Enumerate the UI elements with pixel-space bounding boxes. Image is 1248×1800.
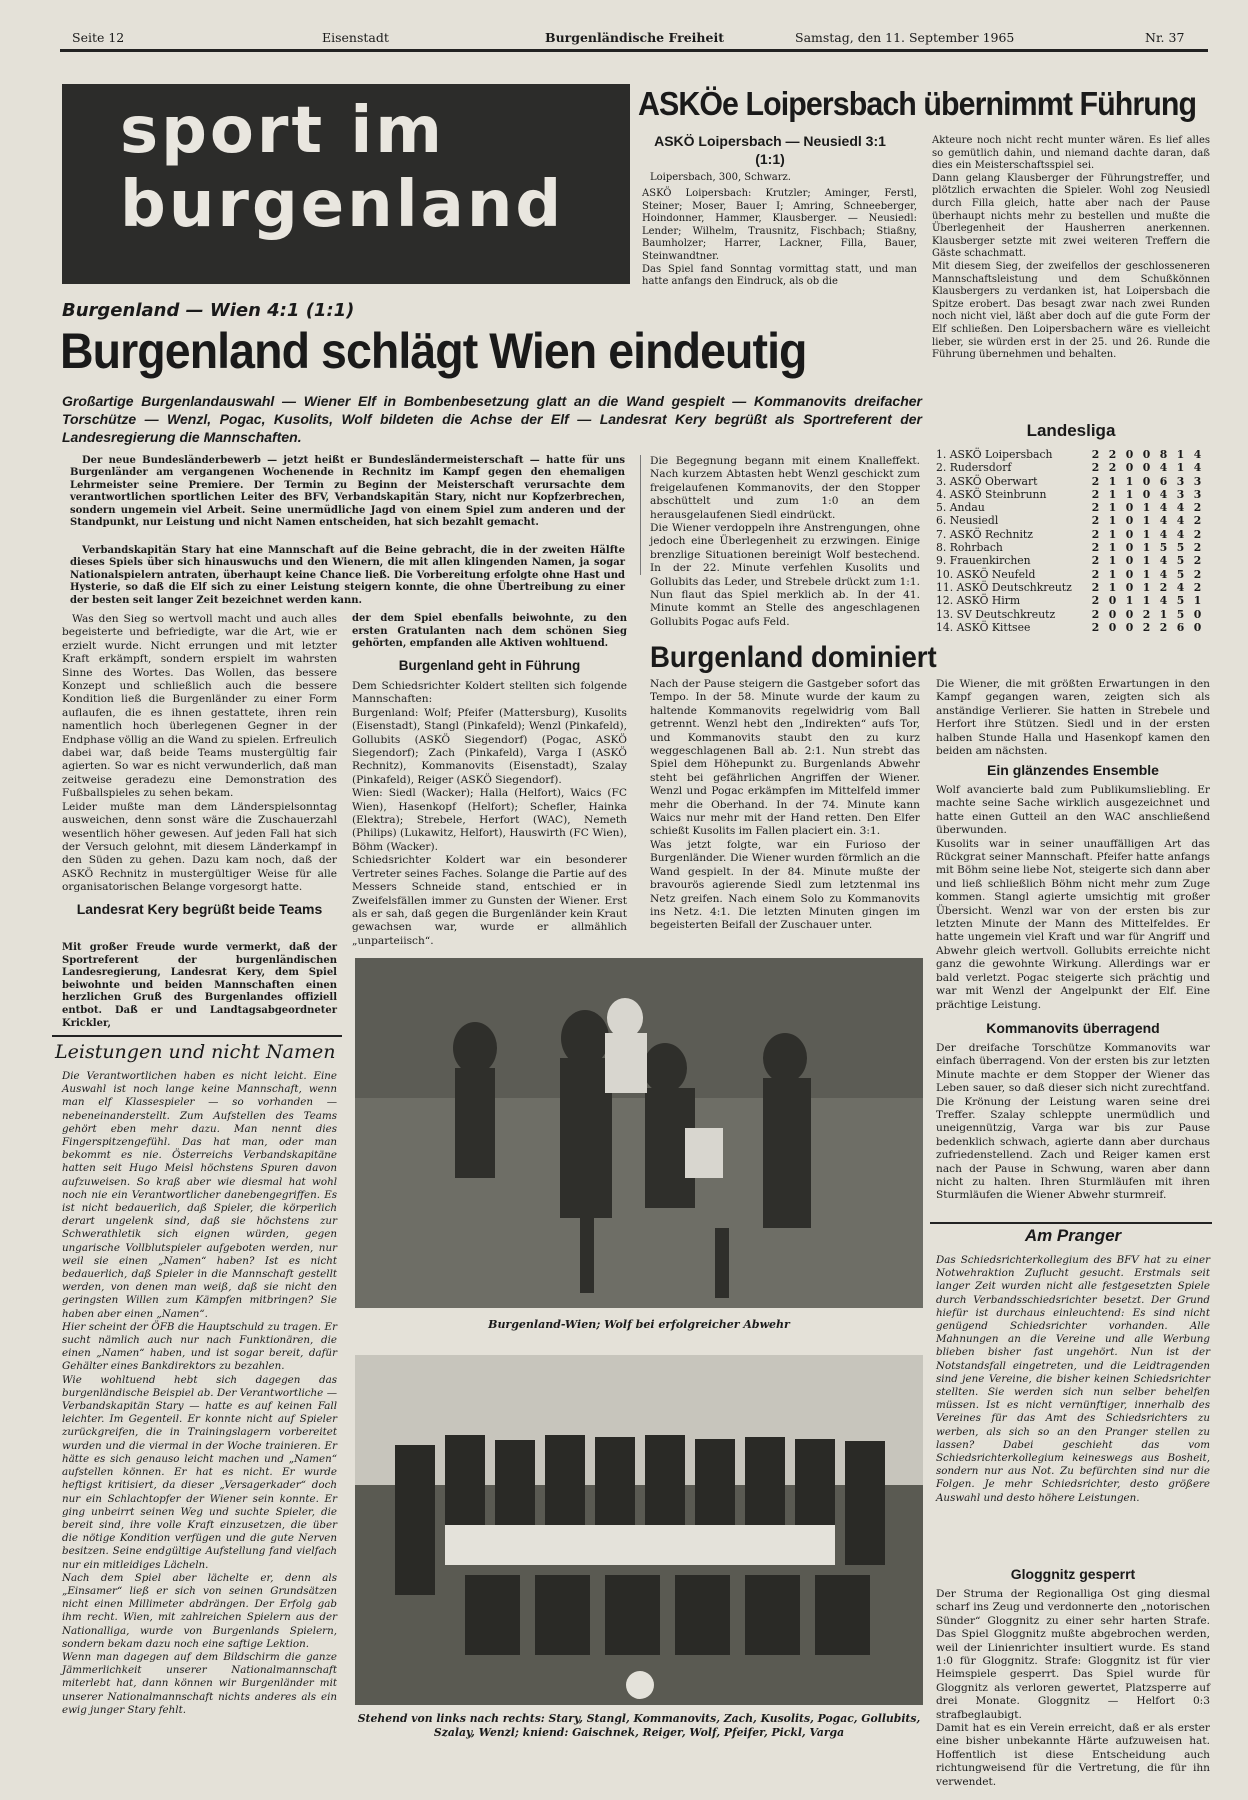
table-cell: 4 (1159, 487, 1168, 501)
match-report-col1: Was den Sieg so wertvoll macht und auch alles begeisterte und befriedigte, war die Art, wie er erzielt wurde. Nicht errungen und mit letzter Kraft erkämpft, sondern erspielt im wahrsten Sinne des Wortes. Das Wollen, das bessere Konzept und schließlich auch die bessere Kondition ließ die Burgenländer zu einer Form auflaufen, die es ihnen gestattete, ihren rein namentlich hoch überlegenen Gegner in der Endphase völlig an die Wand zu spielen. Erfreulich dabei war, daß beide Teams mustergültig fair agierten. So war es nicht verwunderlich, daß man zeitweise geradezu eine Demonstration des Fußballspieles zu sehen bekam. Leider mußte man dem Länderspielsonntag ausweichen, denn sonst wäre die Zuschauerzahl wesentlich höher gewesen. Auf jeden Fall hat sich der Versuch gelohnt, mit diesem Länderkampf in den Süden zu gehen. Dazu kam noch, daß der ASKÖ Rechnitz in mustergültiger Weise für alle organisatorischen Belange vorgesorgt hatte. (62, 613, 337, 894)
table-cell: 1 (1142, 567, 1151, 581)
table-row (936, 475, 1206, 488)
table-cell: 2 (1142, 607, 1151, 621)
table-cell: 2 (1091, 461, 1100, 475)
table-cell: 4 (1159, 514, 1168, 528)
team-photo (355, 1355, 923, 1705)
table-row (936, 568, 1206, 581)
table-cell: 3 (1176, 487, 1185, 501)
table-row (936, 554, 1206, 567)
masthead (60, 30, 1200, 48)
dominiert-text: Nach der Pause steigern die Gastgeber sofort das Tempo. In der 58. Minute wurde der kaum zu haltende Kommanovits regelwidrig vom Ball getrennt. Wenzl hebt den „Indirekten“ aufs Tor, und Kommanovits staubt den zu kurz weggeschlagenen Ball ab. 2:1. Nun strebt das Spiel dem Höhepunkt zu. Burgenlands Abwehr steht bei gefährlichen Angriffen der Wiener. Wenzl und Pogac erkämpfen im Mittelfeld immer mehr die Oberhand. In der 74. Minute kann Waics nur mehr mit der Hand retten. Den Elfer schießt Kusolits im Fallen placiert ein. 3:1. Was jetzt folgte, war ein Furioso der Burgenländer. Die Wiener wurden förmlich an die Wand gespielt. In der 84. Minute mußte der bravourös agierende Siedl zum letztenmal ins Netz greifen. Nach einem Solo zu Kommanovits ins Netz. 4:1. Die letzten Minuten gingen im begeisterten Beifall der Zuschauer unter. (650, 678, 920, 932)
table-cell: 2 (1193, 541, 1202, 555)
table-cell: 0 (1125, 527, 1134, 541)
table-cell: 2 (1091, 594, 1100, 608)
kommanovits-heading: Kommanovits überragend (986, 1020, 1160, 1036)
team-photo-scene (355, 1355, 923, 1705)
team-name: 3. ASKÖ Oberwart (936, 474, 1038, 488)
table-cell: 4 (1159, 554, 1168, 568)
main-deck: Großartige Burgenlandauswahl — Wiener Elf in Bombenbesetzung glatt an die Wand gespielt — Kommanovits dreifacher Torschütze — Wenzl, Pogac, Kusolits, Wolf bildeten die Achse der Elf — Landesrat Kery begrüßt als Sportreferent der Landesregierung die Mannschaften. (62, 393, 922, 445)
table-cell: 3 (1193, 487, 1202, 501)
intro-divider (640, 455, 641, 575)
gloggnitz-text: Der Struma der Regionalliga Ost ging diesmal scharf ins Zeug und verdonnerte den „notorischen Sünder“ Gloggnitz zu einer sehr harten Strafe. Das Spiel Gloggnitz mußte abgebrochen werden, weil der Linienrichter insultiert wurde. Es stand 1:0 für Gloggnitz. Strafe: Gloggnitz ist für vier Heimspiele gesperrt. Das Spiel wurde für Gloggnitz als verloren gewertet, Platzsperre auf drei Monate. Gloggnitz — Helfort 0:3 strafbeglaubigt. Damit hat es ein Verein erreicht, daß er als erster eine bisher unbekannte Härte aufzuweisen hat. Hoffentlich ist diese Entscheidung auch richtungweisend für die Vertretung, die für ihn verwendet. (936, 1588, 1210, 1788)
table-cell: 0 (1193, 620, 1202, 634)
leistungen-heading: Leistungen und nicht Namen (55, 1041, 336, 1063)
table-cell: 1 (1125, 487, 1134, 501)
ensemble-heading: Ein glänzendes Ensemble (987, 762, 1159, 778)
intro-paragraph-1: Der neue Bundesländerbewerb — jetzt heißt er Bundesländermeisterschaft — hatte für uns Burgenländer am vergangenen Wochenende in Rechnitz im Kampf gegen den ehemaligen Lehrmeister seine Premiere. Der Termin zu Beginn der Meisterschaft verursachte dem verantwortlichen sportlichen Leiter des BFV, Verbandskapitän Stary, nicht nur Kopfzerbrechen, sondern ungemein viel Arbeit. Seine unermüdliche Jagd von einem Spiel zum anderen und der Standpunkt, nur Leistung und nicht Namen entscheiden, hat sich bezahlt gemacht. (70, 455, 625, 529)
table-cell: 2 (1193, 554, 1202, 568)
table-cell: 5 (1176, 567, 1185, 581)
table-cell: 2 (1091, 527, 1100, 541)
team-name: 2. Rudersdorf (936, 461, 1012, 475)
gloggnitz-heading: Gloggnitz gesperrt (1010, 1566, 1136, 1582)
logo-line-1: sport im (120, 94, 445, 168)
team-photo-caption: Stehend von links nach rechts: Stary, Stangl, Kommanovits, Zach, Kusolits, Pogac, Gollubits, Szalay, Wenzl; kniend: Gaischnek, Reiger, Wolf, Pfeifer, Pickl, Varga (357, 1712, 921, 1739)
team-name: 4. ASKÖ Steinbrunn (936, 487, 1047, 501)
table-cell: 2 (1091, 567, 1100, 581)
leistungen-rule (52, 1035, 342, 1037)
table-cell: 0 (1108, 620, 1117, 634)
table-cell: 2 (1193, 527, 1202, 541)
table-cell: 1 (1142, 594, 1151, 608)
kery-heading: Landesrat Kery begrüßt beide Teams (76, 901, 323, 917)
table-cell: 0 (1142, 448, 1151, 461)
table-row (936, 528, 1206, 541)
table-cell: 1 (1125, 594, 1134, 608)
main-kicker: Burgenland — Wien 4:1 (1:1) (62, 300, 355, 321)
table-cell: 1 (1108, 541, 1117, 555)
loipersbach-dateline: Loipersbach, 300, Schwarz. (650, 172, 791, 183)
page-number: Seite 12 (72, 30, 125, 45)
table-cell: 1 (1108, 580, 1117, 594)
table-cell: 2 (1193, 580, 1202, 594)
table-cell: 2 (1193, 501, 1202, 515)
table-cell: 1 (1108, 501, 1117, 515)
ensemble-text: Wolf avancierte bald zum Publikumsliebling. Er machte seine Sache wirklich ausgezeichnet und hatte einen Gutteil an den WAC anschließend überwunden. Kusolits war in seiner unauffälligen Art das Rückgrat seiner Mannschaft. Pfeifer hatte anfangs mit Böhm seine liebe Not, steigerte sich dann aber und ließ schließlich Böhm nicht mehr zum Zuge kommen. Stangl agierte umsichtig mit großer Übersicht. Wenzl war von der ersten bis zur letzten Minute der Mann des Mittelfeldes. Er hatte ungemein viel Kraft und war für Angriff und Abwehr gleich wertvoll. Gollubits erreichte nicht ganz die gewohnte Wirkung. Allerdings war er bald verletzt. Pogac steigerte sich prächtig und war mit Wenzl der Angelpunkt der Elf. Eine prächtige Leistung. (936, 784, 1210, 1011)
match-photo-scene (355, 958, 923, 1308)
pranger-heading: Am Pranger (1024, 1226, 1122, 1245)
table-cell: 1 (1108, 527, 1117, 541)
table-cell: 2 (1091, 541, 1100, 555)
table-cell: 4 (1159, 527, 1168, 541)
table-cell: 2 (1091, 501, 1100, 515)
table-cell: 1 (1108, 514, 1117, 528)
table-cell: 1 (1142, 580, 1151, 594)
table-row (936, 501, 1206, 514)
table-cell: 0 (1108, 607, 1117, 621)
table-cell: 2 (1091, 554, 1100, 568)
table-cell: 0 (1142, 474, 1151, 488)
masthead-rule (60, 49, 1208, 52)
kery-text: Mit großer Freude wurde vermerkt, daß der Sportreferent der burgenländischen Landesregierung, Landesrat Kery, dem Spiel beiwohnte und beiden Mannschaften einen herzlichen Gruß des Burgenlandes offiziell entbot. Daß er und Landtagsabgeordneter Krickler, (62, 942, 337, 1029)
table-cell: 5 (1176, 607, 1185, 621)
table-cell: 1 (1142, 527, 1151, 541)
table-cell: 0 (1125, 541, 1134, 555)
table-cell: 0 (1125, 501, 1134, 515)
table-cell: 1 (1108, 554, 1117, 568)
table-cell: 2 (1108, 461, 1117, 475)
table-cell: 0 (1125, 554, 1134, 568)
table-row (936, 488, 1206, 501)
team-name: 10. ASKÖ Neufeld (936, 567, 1036, 581)
table-cell: 2 (1159, 620, 1168, 634)
logo-line-2: burgenland (120, 168, 565, 242)
table-cell: 4 (1159, 501, 1168, 515)
table-cell: 4 (1159, 461, 1168, 475)
table-cell: 0 (1125, 620, 1134, 634)
issue-number: Nr. 37 (1145, 30, 1185, 45)
table-cell: 5 (1176, 541, 1185, 555)
table-cell: 1 (1108, 474, 1117, 488)
newspaper-name: Burgenländische Freiheit (545, 30, 724, 45)
table-cell: 2 (1091, 620, 1100, 634)
team-name: 14. ASKÖ Kittsee (936, 620, 1031, 634)
table-cell: 1 (1108, 487, 1117, 501)
table-cell: 4 (1193, 448, 1202, 461)
table-cell: 0 (1125, 580, 1134, 594)
table-cell: 2 (1193, 567, 1202, 581)
team-name: 7. ASKÖ Rechnitz (936, 527, 1033, 541)
table-cell: 4 (1159, 594, 1168, 608)
table-cell: 0 (1108, 594, 1117, 608)
table-cell: 4 (1176, 580, 1185, 594)
table-cell: 0 (1142, 487, 1151, 501)
table-row (936, 608, 1206, 621)
leistungen-text: Die Verantwortlichen haben es nicht leicht. Eine Auswahl ist noch lange keine Mannschaft, wenn man elf Klassespieler — so vorhanden — nebeneinanderstellt. Zum Aufstellen des Teams gehört eben mehr dazu. Man nennt dies Fingerspitzengefühl. Das hat man, oder man bekommt es nie. Österreichs Verbandskapitäne hatten seit Hugo Meisl höchstens Spuren davon aufzuweisen. So kraß aber wie diesmal hat wohl noch nie ein Verantwortlicher danebengegriffen. Es ist nicht bedauerlich, daß Spieler, die körperlich derart ungelenk sind, daß sie höchstens zur Schwerathletik sich eignen würden, gegen ungarische Vollblutspieler aufgeboten werden, nur weil sie einen „Namen“ haben? Ist es nicht bedauerlich, daß Spieler in die Mannschaft gestellt werden, von denen man weiß, daß sie nicht den geringsten Willen zum Kämpfen mitbringen? Sie haben aber einen „Namen“. Hier scheint der ÖFB die Hauptschuld zu tragen. Er sucht nämlich auch nur nach Funktionären, die einen „Namen“ haben, und ist sogar bereit, dafür Gehälter eines Bankdirektors zu bezahlen. Wie wohltuend hebt sich dagegen das burgenländische Beispiel ab. Der Verantwortliche — Verbandskapitän Stary — hatte es auf keinen Fall leichter. Im Gegenteil. Er konnte nicht auf Spieler zurückgreifen, die in Trainingslagern vorbereitet wurden und die viermal in der Woche trainieren. Er hätte es sich genauso leicht machen und „Namen“ aufstellen können. Er hat es nicht. Er wurde heftigst kritisiert, da dieser „Versagerkader“ doch nur ein Schlachtopfer der Wiener sein konnte. Er ging unbeirrt seinen Weg und suchte Spieler, die bereit sind, ihre volle Kraft einzusetzen, die über die nötige Kondition verfügen und die gute Nerven besitzen. Seine endgültige Aufstellung fand vielfach nur ein mitleidiges Lächeln. Nach dem Spiel aber lächelte er, denn als „Einsamer“ ließ er sich von seinen Grundsätzen nicht einen Millimeter abdrängen. Der Erfolg gab ihm recht. Wien, mit zahlreichen Spielern aus der Nationalliga, wurde von Burgenlands Spielern, sondern bekam dazu noch eine saftige Lektion. Wenn man dagegen auf dem Bildschirm die ganze Jämmerlichkeit unserer Nationalmannschaft miterlebt hat, dann können wir Burgenländer mit unserer Nationalmannschaft nichts anderes als ein ewig junger Stary fehlt. (62, 1070, 337, 1716)
table-cell: 1 (1193, 594, 1202, 608)
table-row (936, 621, 1206, 634)
city: Eisenstadt (322, 30, 389, 45)
lineups-text: Dem Schiedsrichter Koldert stellten sich folgende Mannschaften: Burgenland: Wolf; Pfeifer (Mattersburg), Kusolits (Eisenstadt), Stangl (Pinkafeld); Wenzl (Pinkafeld), Gollubits (ASKÖ Siegendorf) (Pogac, ASKÖ Siegendorf); Zach (Pinkafeld), Varga I (ASKÖ Rechnitz), Kommanovits (Eisenstadt), Szalay (Pinkafeld), Reiger (ASKÖ Siegendorf). Wien: Siedl (Wacker); Halla (Helfort), Waics (FC Wien), Hasenkopf (Helfort); Schefler, Hainka (Elektra); Strebele, Herfort (WAC), Nemeth (Philips) (Lukawitz, Helfort), Hauswirth (FC Wien), Böhm (Wacker). Schiedsrichter Koldert war ein besonderer Vertreter seines Faches. Solange die Partie auf des Messers Schneide stand, entschied er in Zweifelsfällen immer zu Gunsten der Wiener. Erst als er sah, daß gegen die Burgenländer kein Kraut gewachsen war, wurde er allmählich „unparteiisch“. (352, 680, 627, 947)
main-headline: Burgenland schlägt Wien eindeutig (60, 323, 807, 379)
table-cell: 4 (1176, 514, 1185, 528)
table-row (936, 461, 1206, 474)
team-name: 9. Frauenkirchen (936, 554, 1031, 568)
table-cell: 4 (1176, 501, 1185, 515)
table-cell: 2 (1091, 487, 1100, 501)
section-logo (62, 84, 630, 284)
table-cell: 0 (1142, 461, 1151, 475)
table-cell: 2 (1091, 474, 1100, 488)
table-row (936, 581, 1206, 594)
table-cell: 0 (1125, 567, 1134, 581)
table-cell: 2 (1091, 607, 1100, 621)
table-cell: 5 (1176, 554, 1185, 568)
pranger-rule (930, 1222, 1212, 1224)
table-cell: 6 (1176, 620, 1185, 634)
issue-date: Samstag, den 11. September 1965 (795, 30, 1015, 45)
table-cell: 0 (1125, 448, 1134, 461)
kery-continuation: der dem Spiel ebenfalls beiwohnte, zu den ersten Gratulanten nach dem schönen Sieg gehörten, empfanden alle Aktiven wohltuend. (352, 613, 627, 650)
table-cell: 4 (1176, 527, 1185, 541)
match-report-col3: Die Begegnung begann mit einem Knalleffekt. Nach kurzem Abtasten hebt Wenzl geschickt zum freigelaufenen Kommanovits, der den Stopper abschüttelt und zum 1:0 an dem herausgelaufenen Siedl eindrückt. Die Wiener verdoppeln ihre Anstrengungen, ohne jedoch eine Überlegenheit zu erzwingen. Einige brenzlige Situationen bereinigt Wolf bestechend. In der 22. Minute verfehlen Kusolits und Gollubits das Leder, und Strebele drückt zum 1:1. Nun flaut das Spiel merklich ab. In der 41. Minute kommt an Stelle des angeschlagenen Gollubits Pogac aufs Feld. (650, 455, 920, 628)
table-cell: 2 (1193, 514, 1202, 528)
table-cell: 1 (1142, 554, 1151, 568)
table-row (936, 448, 1206, 461)
team-name: 1. ASKÖ Loipersbach (936, 448, 1053, 461)
table-cell: 0 (1125, 514, 1134, 528)
team-name: 6. Neusiedl (936, 514, 999, 528)
table-cell: 2 (1091, 580, 1100, 594)
landesliga-table (936, 448, 1206, 634)
dominiert-heading: Burgenland dominiert (650, 641, 937, 674)
team-name: 8. Rohrbach (936, 541, 1003, 555)
loipersbach-subhead: ASKÖ Loipersbach — Neusiedl 3:1 (1:1) (654, 133, 886, 167)
table-cell: 1 (1142, 501, 1151, 515)
match-photo (355, 958, 923, 1308)
table-cell: 3 (1176, 474, 1185, 488)
team-name: 11. ASKÖ Deutschkreutz (936, 580, 1072, 594)
table-cell: 0 (1193, 607, 1202, 621)
match-photo-caption: Burgenland-Wien; Wolf bei erfolgreicher Abwehr (488, 1318, 790, 1331)
table-cell: 0 (1125, 461, 1134, 475)
table-cell: 1 (1108, 567, 1117, 581)
table-cell: 2 (1108, 448, 1117, 461)
kommanovits-text: Der dreifache Torschütze Kommanovits war einfach überragend. Von der ersten bis zur letzten Minute machte er dem Stopper der Wiener das Leben sauer, so daß dieser sich nicht zurechtfand. Die Krönung der Leistung waren seine drei Treffer. Szalay schleppte unermüdlich und uneigennützig, Varga war bis zur Pause bedenklich schwach, agierte dann aber durchaus zufriedenstellend. Zach und Reiger kamen erst nach der Pause in Schwung, waren aber dann nicht zu halten. Ihren Sturmläufen mit ihren Sturmläufen die Wiener Abwehr sturmreif. (936, 1042, 1210, 1202)
table-row (936, 541, 1206, 554)
loipersbach-text-2: Akteure noch nicht recht munter wären. Es lief alles so gemütlich dahin, und niemand dachte daran, daß dies ein Meisterschaftsspiel sei. Dann gelang Klausberger der Führungstreffer, und plötzlich erwachten die Spieler. Wohl zog Neusiedl durch Filla gleich, hatte aber nach der Pause überhaupt nichts mehr zu bestellen und mußte die Überlegenheit der Hausherren anerkennen. Klausberger setzte mit zwei weiteren Treffern die Gäste schachmatt. Mit diesem Sieg, der zweifellos der geschlosseneren Mannschaftsleistung und dem Schußkönnen Klausbergers zu verdanken ist, hat Loipersbach die Spitze erobert. Das besagt zwar nach zwei Runden noch nicht viel, läßt aber doch auf die gute Form der Elf schließen. Den Loipersbachern wäre es vielleicht lieber, sie würden erst in der 25. und 26. Runde die Führung übernehmen und behalten. (932, 135, 1210, 361)
table-cell: 8 (1159, 448, 1168, 461)
team-name: 5. Andau (936, 501, 985, 515)
table-cell: 1 (1176, 461, 1185, 475)
table-cell: 2 (1159, 580, 1168, 594)
dominiert-text-2: Die Wiener, die mit größten Erwartungen in den Kampf gegangen waren, zeigten sich als anständige Verlierer. Sie hatten in Strebele und Herfort ihre Stützen. Siedl und in der ersten halben Stunde Halla und Hasenkopf kamen den beiden am nächsten. (936, 678, 1210, 758)
table-cell: 1 (1159, 607, 1168, 621)
table-cell: 1 (1176, 448, 1185, 461)
table-cell: 5 (1176, 594, 1185, 608)
fuehrung-subhead: Burgenland geht in Führung (398, 658, 581, 673)
table-row (936, 594, 1206, 607)
team-name: 12. ASKÖ Hirm (936, 594, 1021, 608)
table-cell: 5 (1159, 541, 1168, 555)
pranger-text: Das Schiedsrichterkollegium des BFV hat zu einer Notwehraktion Zuflucht gesucht. Erstmals seit langer Zeit wurden nicht alle festgesetzten Spiele durch Verbandsschiedsrichter besetzt. Der Grund hiefür ist durchaus einleuchtend: Es sind nicht genügend Schiedsrichter vorhanden. Alle Mahnungen an die Vereine und alle Werbung blieben bisher fast ungehört. Nun ist der Notstandsfall eingetreten, und die Leidtragenden sind jene Vereine, die bisher keinen Schiedsrichter stellten. Sie werden sich nun selber behelfen müssen. Ist es nicht vernünftiger, innerhalb des Vereines für das Amt des Schiedsrichters zu werben, als sich so an den Pranger stellen zu lassen? Dabei geschieht das vom Schiedsrichterkollegium keineswegs aus Bosheit, sondern nur aus Not. Zu befürchten sind nur die Folgen. Je mehr Schiedsrichter, desto größere Auswahl und desto höhere Leistungen. (936, 1254, 1210, 1504)
loipersbach-headline: ASKÖe Loipersbach übernimmt Führung (638, 85, 1197, 122)
table-cell: 2 (1091, 514, 1100, 528)
table-cell: 4 (1159, 567, 1168, 581)
table-cell: 3 (1193, 474, 1202, 488)
table-cell: 2 (1091, 448, 1100, 461)
table-cell: 4 (1193, 461, 1202, 475)
team-name: 13. SV Deutschkreutz (936, 607, 1056, 621)
table-cell: 1 (1142, 514, 1151, 528)
table-cell: 0 (1125, 607, 1134, 621)
intro-paragraph-2: Verbandskapitän Stary hat eine Mannschaft auf die Beine gebracht, die in der zweiten Hälfte dieses Spiels über sich hinauswuchs und den Wienern, die mit allen klingenden Namen, ja sogar Nationalspielern antraten, überhaupt keine Chance ließ. Die Vorbereitung erfolgte ohne Hast und Hysterie, so daß die Elf sich zu einer Leistung steigern konnte, die ohne Übertreibung zu einer der besten seit langer Zeit bezeichnet werden kann. (70, 545, 625, 606)
loipersbach-text: ASKÖ Loipersbach: Krutzler; Aminger, Ferstl, Steiner; Moser, Bauer I; Amring, Schneeberger, Hoindonner, Hammer, Klausberger. — Neusiedl: Lender; Wilhelm, Trausnitz, Fischbach; Stiaßny, Baumholzer; Harrer, Lackner, Filla, Bauer, Steinwandtner. Das Spiel fand Sonntag vormittag statt, und man hatte anfangs den Eindruck, als ob die (642, 188, 917, 288)
table-cell: 6 (1159, 474, 1168, 488)
table-cell: 2 (1142, 620, 1151, 634)
table-row (936, 514, 1206, 527)
table-cell: 1 (1142, 541, 1151, 555)
landesliga-heading: Landesliga (1026, 421, 1116, 440)
table-cell: 1 (1125, 474, 1134, 488)
